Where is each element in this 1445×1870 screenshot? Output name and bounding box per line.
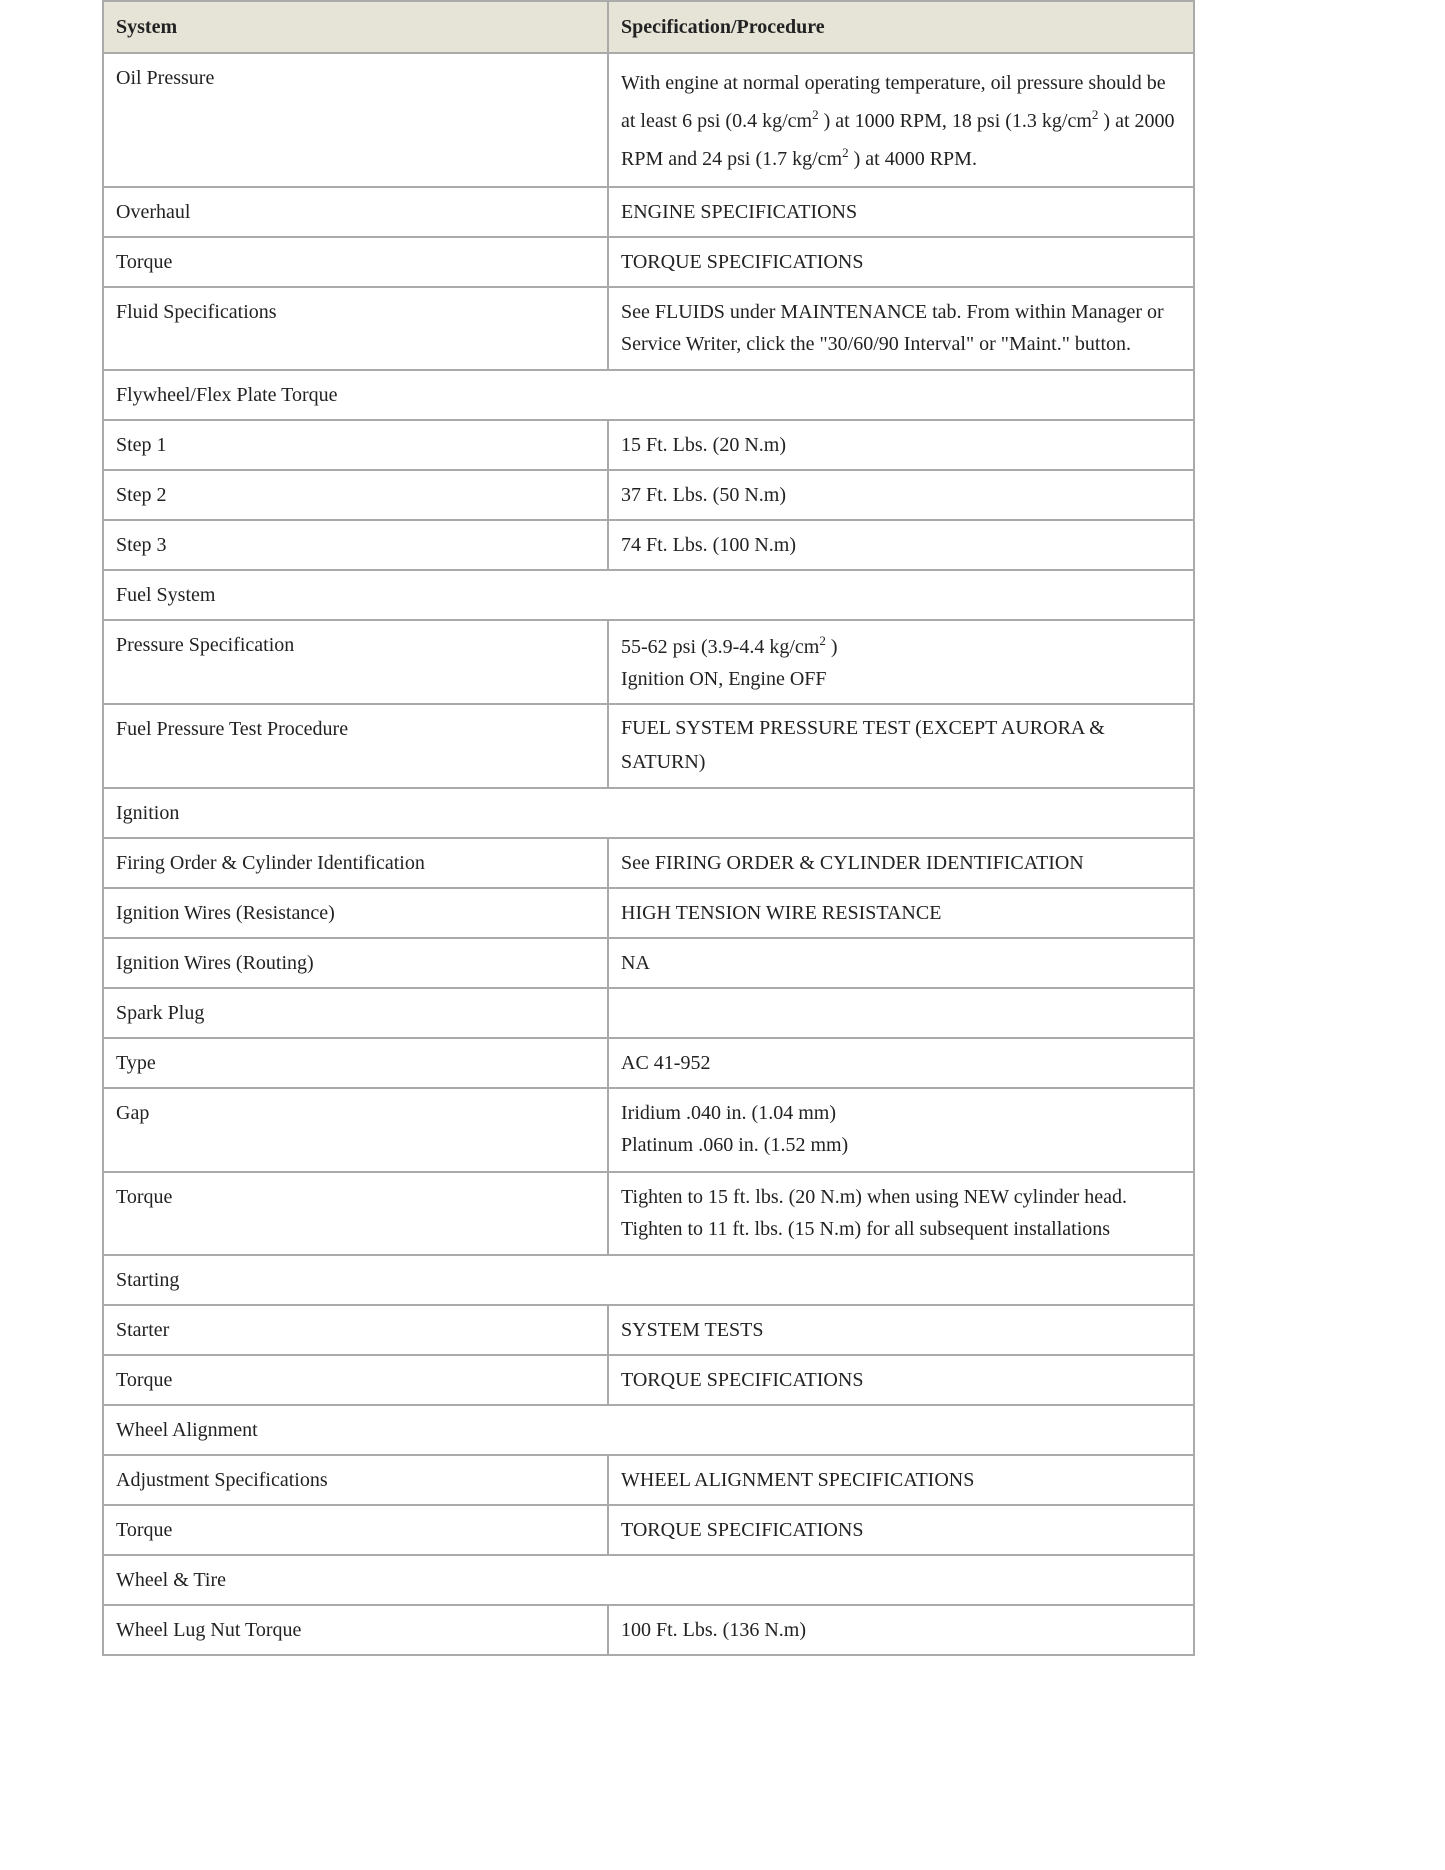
section-row — [103, 788, 1194, 838]
row-value: See FLUIDS under MAINTENANCE tab. From within Manager or Service Writer, click the "30/60/90 Interval" or "Maint." button. — [608, 287, 1194, 370]
section-heading: Wheel Alignment — [103, 1405, 1194, 1455]
table-header-row — [103, 1, 1194, 53]
table-row — [103, 888, 1194, 938]
row-value — [608, 1088, 1194, 1172]
section-heading: Starting — [103, 1255, 1194, 1305]
table-row — [103, 287, 1194, 370]
table-row — [103, 938, 1194, 988]
table-row — [103, 1038, 1194, 1088]
row-label: Starter — [103, 1305, 608, 1355]
pressure-close: ) — [825, 636, 838, 658]
table-row — [103, 1172, 1194, 1255]
specifications-table — [102, 0, 1195, 1656]
oil-sup-3: 2 — [842, 145, 849, 160]
oil-text-4: ) at 4000 RPM. — [848, 148, 977, 170]
gap-line-1: Iridium .040 in. (1.04 mm) — [621, 1102, 836, 1124]
oil-text-3: ) at 2000 RPM and 24 psi (1.7 kg/cm — [621, 110, 1175, 170]
table-row — [103, 704, 1194, 788]
pressure-line — [621, 631, 1181, 663]
row-value: TORQUE SPECIFICATIONS — [608, 237, 1194, 287]
table-row — [103, 1455, 1194, 1505]
row-label: Type — [103, 1038, 608, 1088]
section-row — [103, 370, 1194, 420]
table-row — [103, 620, 1194, 704]
section-heading: Spark Plug — [103, 988, 608, 1038]
row-value: 100 Ft. Lbs. (136 N.m) — [608, 1605, 1194, 1655]
row-value: TORQUE SPECIFICATIONS — [608, 1355, 1194, 1405]
table-row — [103, 838, 1194, 888]
row-value: 37 Ft. Lbs. (50 N.m) — [608, 470, 1194, 520]
table-row — [103, 1605, 1194, 1655]
row-label: Fuel Pressure Test Procedure — [103, 704, 608, 788]
row-value: ENGINE SPECIFICATIONS — [608, 187, 1194, 237]
table-row — [103, 1505, 1194, 1555]
row-value: HIGH TENSION WIRE RESISTANCE — [608, 888, 1194, 938]
row-value: AC 41-952 — [608, 1038, 1194, 1088]
row-value: WHEEL ALIGNMENT SPECIFICATIONS — [608, 1455, 1194, 1505]
row-value: 74 Ft. Lbs. (100 N.m) — [608, 520, 1194, 570]
section-row — [103, 1255, 1194, 1305]
row-value: TORQUE SPECIFICATIONS — [608, 1505, 1194, 1555]
pressure-text: 55-62 psi (3.9-4.4 kg/cm — [621, 636, 820, 658]
row-label: Ignition Wires (Routing) — [103, 938, 608, 988]
section-heading: Flywheel/Flex Plate Torque — [103, 370, 1194, 420]
system-column-header: System — [103, 1, 608, 53]
row-label: Adjustment Specifications — [103, 1455, 608, 1505]
table-row — [103, 1305, 1194, 1355]
row-value: Tighten to 15 ft. lbs. (20 N.m) when using NEW cylinder head. Tighten to 11 ft. lbs. (15 N.m) for all subsequent installations — [608, 1172, 1194, 1255]
table-row — [103, 520, 1194, 570]
table-row — [103, 1088, 1194, 1172]
row-value: See FIRING ORDER & CYLINDER IDENTIFICATION — [608, 838, 1194, 888]
row-label: Torque — [103, 237, 608, 287]
section-row — [103, 570, 1194, 620]
row-label: Step 2 — [103, 470, 608, 520]
row-value: 15 Ft. Lbs. (20 N.m) — [608, 420, 1194, 470]
row-label: Firing Order & Cylinder Identification — [103, 838, 608, 888]
row-label: Step 1 — [103, 420, 608, 470]
pressure-note: Ignition ON, Engine OFF — [621, 668, 827, 690]
table-row — [103, 237, 1194, 287]
row-value — [608, 53, 1194, 187]
row-label: Step 3 — [103, 520, 608, 570]
table-row — [103, 470, 1194, 520]
pressure-sup: 2 — [819, 633, 826, 648]
gap-line-2: Platinum .060 in. (1.52 mm) — [621, 1134, 849, 1156]
oil-sup-2: 2 — [1091, 107, 1099, 122]
row-label: Oil Pressure — [103, 53, 608, 187]
section-row — [103, 988, 1194, 1038]
section-row — [103, 1555, 1194, 1605]
row-value — [608, 620, 1194, 704]
section-heading: Fuel System — [103, 570, 1194, 620]
section-heading: Wheel & Tire — [103, 1555, 1194, 1605]
spec-column-header: Specification/Procedure — [608, 1, 1194, 53]
row-label: Gap — [103, 1088, 608, 1172]
section-row — [103, 1405, 1194, 1455]
row-label: Wheel Lug Nut Torque — [103, 1605, 608, 1655]
row-label: Pressure Specification — [103, 620, 608, 704]
row-label: Ignition Wires (Resistance) — [103, 888, 608, 938]
oil-text-1: With engine at normal operating temperature, oil pressure should be at least 6 psi (0.4 kg/cm — [621, 72, 1166, 132]
table-row — [103, 53, 1194, 187]
oil-text-2: ) at 1000 RPM, 18 psi (1.3 kg/cm — [818, 110, 1092, 132]
row-label: Fluid Specifications — [103, 287, 608, 370]
empty-cell — [608, 988, 1194, 1038]
oil-sup-1: 2 — [812, 107, 819, 122]
row-value: SYSTEM TESTS — [608, 1305, 1194, 1355]
table-row — [103, 420, 1194, 470]
row-label: Overhaul — [103, 187, 608, 237]
row-label: Torque — [103, 1172, 608, 1255]
row-value: FUEL SYSTEM PRESSURE TEST (EXCEPT AURORA & SATURN) — [608, 704, 1194, 788]
table-row — [103, 187, 1194, 237]
row-label: Torque — [103, 1505, 608, 1555]
row-value: NA — [608, 938, 1194, 988]
row-label: Torque — [103, 1355, 608, 1405]
section-heading: Ignition — [103, 788, 1194, 838]
table-row — [103, 1355, 1194, 1405]
